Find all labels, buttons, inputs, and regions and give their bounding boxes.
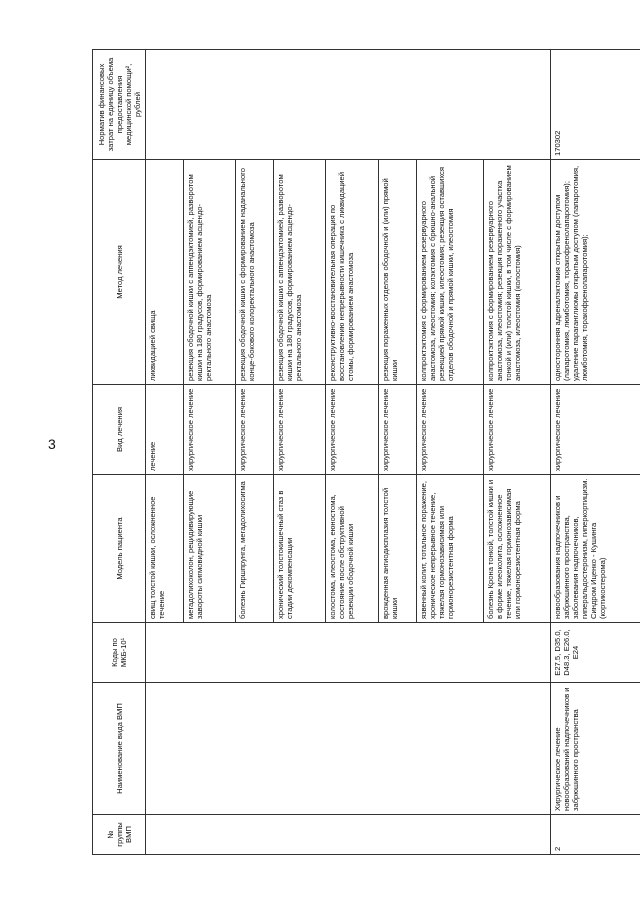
type-cell: хирургическое лечение (551, 385, 640, 475)
col-group-header: № группы ВМП (93, 815, 146, 855)
col-model-header: Модель пациента (93, 475, 146, 623)
method-cell: реконструктивно-восстановительная операция по восстановлению непрерывности кишечника с ликвидацией стомы, формированием анастомоза (326, 160, 378, 385)
model-cell: болезнь Гиршпрунга, мегадолихосигма (236, 475, 274, 623)
model-cell: язвенный колит, тотальное поражение, хроническое непрерывное течение, тяжелая гормонозависимая или гормонорезистентная форма (416, 475, 483, 623)
codes-cell-empty (146, 623, 551, 683)
table-row-group-2 (551, 50, 640, 855)
col-name-header: Наименование вида ВМП (93, 683, 146, 815)
type-cell: хирургическое лечение (273, 385, 325, 475)
type-cell: хирургическое лечение (416, 385, 483, 475)
col-codes-header: Коды по МКБ-10¹ (93, 623, 146, 683)
group-cell-empty (146, 815, 551, 855)
model-cell: врожденная ангиодисплазия толстой кишки (378, 475, 416, 623)
model-cell: хронический толстокишечный стаз в стадии декомпенсации (273, 475, 325, 623)
vmp-name-cell: Хирургическое лечение новообразований надпочечников и забрюшинного пространства (551, 683, 640, 815)
table-row (146, 50, 184, 855)
rotated-table-container (92, 50, 640, 855)
type-cell: хирургическое лечение (483, 385, 550, 475)
type-cell: хирургическое лечение (378, 385, 416, 475)
col-method-header: Метод лечения (93, 160, 146, 385)
col-norm-header: Норматив финансовых затрат на единицу объема предоставления медицинской помощи², рублей (93, 50, 146, 160)
method-cell: ликвидацией свища (146, 160, 184, 385)
method-cell: резекция пораженных отделов ободочной и (или) прямой кишки (378, 160, 416, 385)
model-cell: мегадолихоколон, рецидивирующие завороты сигмовидной кишки (183, 475, 235, 623)
group-number-cell: 2 (551, 815, 640, 855)
method-cell: односторонняя адреналэктомия открытым доступом (лапаротомия, люмботомия, торакофренолапаротомия); удаление параганглиомы открытым доступом (лапаротомия, люмботомия, торакофренолапаротомия); (551, 160, 640, 385)
method-cell: резекция ободочной кишки с формированием наданального конце-бокового колоректального анастомоза (236, 160, 274, 385)
model-cell: болезнь Крона тонкой, толстой кишки и в форме илеоколита, осложненное течение, тяжелая гормонозависимая или гормонорезистентная форма (483, 475, 550, 623)
method-cell: резекция ободочной кишки с аппендэктомией, разворотом кишки на 180 градусов, формированием асцендо-ректального анастомоза (183, 160, 235, 385)
name-cell-empty (146, 683, 551, 815)
model-cell: новообразования надпочечников и забрюшинного пространства, заболевания надпочечников, гиперальдостеронизм, гиперкортицизм. Синдром Иценко - Кушинга (кортикостерома) (551, 475, 640, 623)
header-row (93, 50, 146, 855)
type-cell: хирургическое лечение (326, 385, 378, 475)
codes-cell: E27.5, D35.0, D48.3, E26.0, E24 (551, 623, 640, 683)
col-type-header: Вид лечения (93, 385, 146, 475)
type-cell: хирургическое лечение (183, 385, 235, 475)
model-cell: колостома, илеостома, еюностома, состояние после обструктивной резекции ободочной кишки (326, 475, 378, 623)
vmp-table (92, 49, 640, 855)
norm-cell: 170302 (551, 50, 640, 160)
method-cell: резекция ободочной кишки с аппендэктомией, разворотом кишки на 180 градусов, формированием асцендо-ректального анастомоза (273, 160, 325, 385)
page-number: 3 (48, 436, 56, 452)
model-cell: свищ толстой кишки, осложненное течение (146, 475, 184, 623)
norm-cell-empty (146, 50, 551, 160)
method-cell: колпроктэктомия с формированием резервуарного анастомоза, илеостомия; колэктомия с брюшно-анальной резекцией прямой кишки, илеостомия; резекция оставшихся отделов ободочной и прямой кишки, илеостомия (416, 160, 483, 385)
type-cell: хирургическое лечение (236, 385, 274, 475)
type-cell: лечение (146, 385, 184, 475)
method-cell: колпроктэктомия с формированием резервуарного анастомоза, илеостомия; резекция пораженного участка тонкой и (или) толстой кишки, в том числе с формированием анастомоза, илеостомия (колостомия) (483, 160, 550, 385)
